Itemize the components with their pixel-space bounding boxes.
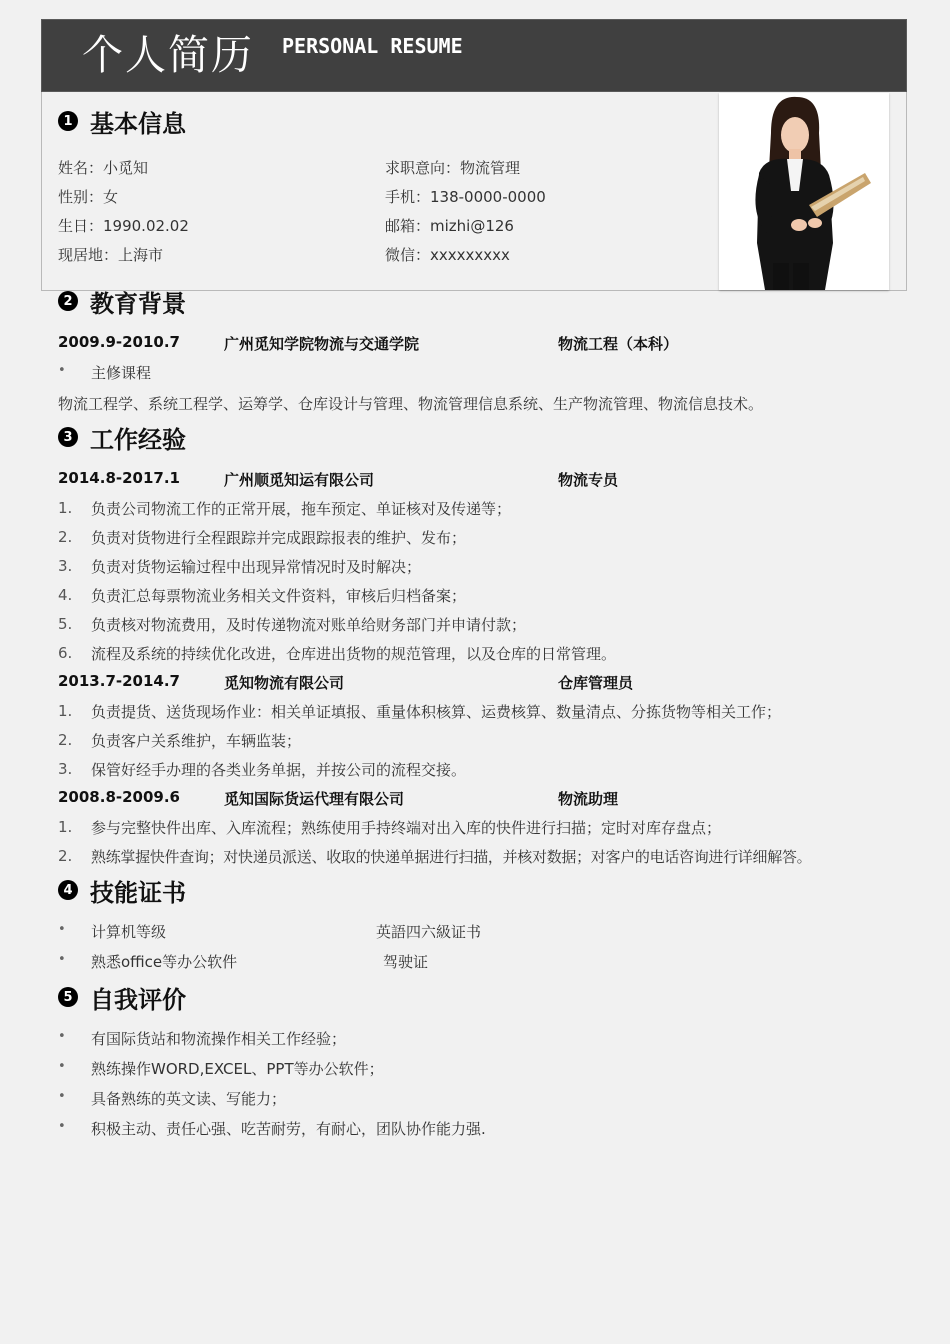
bullet-icon: • — [58, 363, 66, 378]
bullet-icon: • — [58, 1029, 66, 1044]
info-birthday: 生日：1990.02.02 — [58, 217, 189, 235]
job-role: 物流助理 — [558, 790, 619, 808]
self-item: 熟练操作WORD,EXCEL、PPT等办公软件； — [91, 1060, 384, 1078]
job-duty: 熟练掌握快件查询；对快递员派送、收取的快递单据进行扫描，并核对数据；对客户的电话咨询进行详细解答。 — [91, 848, 812, 866]
job-period: 2014.8-2017.1 — [58, 469, 180, 487]
section-self-title: 5 自我评价 — [58, 980, 186, 1014]
info-wechat: 微信：xxxxxxxxx — [385, 246, 510, 264]
list-number: 4. — [58, 586, 73, 604]
info-location: 现居地：上海市 — [58, 246, 164, 264]
self-item: 具备熟练的英文读、写能力； — [91, 1090, 287, 1108]
info-name: 姓名：小觅知 — [58, 159, 149, 177]
job-duty: 流程及系统的持续优化改进，仓库进出货物的规范管理，以及仓库的日常管理。 — [91, 645, 617, 663]
job-duty: 负责提货、送货现场作业：相关单证填报、重量体积核算、运费核算、数量清点、分拣货物等相关工作； — [91, 703, 782, 721]
job-duty: 负责核对物流费用，及时传递物流对账单给财务部门并申请付款； — [91, 616, 527, 634]
section-skills-title: 4 技能证书 — [58, 873, 186, 907]
list-number: 1. — [58, 702, 73, 720]
skill-item: 驾驶证 — [383, 953, 429, 971]
skill-item: 计算机等级 — [91, 923, 167, 941]
edu-course-label: 主修课程 — [91, 364, 152, 382]
job-duty: 负责对货物进行全程跟踪并完成跟踪报表的维护、发布； — [91, 529, 467, 547]
bullet-icon: • — [58, 1089, 66, 1104]
self-item: 有国际货站和物流操作相关工作经验； — [91, 1030, 347, 1048]
list-number: 3. — [58, 760, 73, 778]
job-duty: 负责公司物流工作的正常开展，拖车预定、单证核对及传递等； — [91, 500, 512, 518]
edu-major: 物流工程（本科） — [558, 335, 679, 353]
job-company: 觅知物流有限公司 — [224, 674, 345, 692]
info-email: 邮箱：mizhi@126 — [385, 217, 514, 235]
job-duty: 负责对货物运输过程中出现异常情况时及时解决； — [91, 558, 422, 576]
section-work-title: 3 工作经验 — [58, 420, 186, 454]
page-subtitle: PERSONAL RESUME — [282, 34, 463, 58]
page-title: 个人简历 — [82, 31, 254, 79]
job-role: 仓库管理员 — [558, 674, 634, 692]
section-number: 2 — [58, 291, 78, 311]
job-company: 广州顺觅知运有限公司 — [224, 471, 375, 489]
self-item: 积极主动、责任心强、吃苦耐劳，有耐心，团队协作能力强. — [91, 1120, 486, 1138]
info-gender: 性别：女 — [58, 188, 119, 206]
bullet-icon: • — [58, 952, 66, 967]
bullet-icon: • — [58, 922, 66, 937]
edu-courses: 物流工程学、系统工程学、运筹学、仓库设计与管理、物流管理信息系统、生产物流管理、物流信息技术。 — [58, 395, 764, 413]
section-number: 3 — [58, 427, 78, 447]
info-objective: 求职意向：物流管理 — [385, 159, 521, 177]
job-duty: 负责汇总每票物流业务相关文件资料，审核后归档备案； — [91, 587, 467, 605]
job-duty: 参与完整快件出库、入库流程；熟练使用手持终端对出入库的快件进行扫描；定时对库存盘点； — [91, 819, 722, 837]
job-duty: 保管好经手办理的各类业务单据，并按公司的流程交接。 — [91, 761, 467, 779]
skill-item: 英語四六級证书 — [376, 923, 482, 941]
section-number: 1 — [58, 111, 78, 131]
job-period: 2013.7-2014.7 — [58, 672, 180, 690]
edu-period: 2009.9-2010.7 — [58, 333, 180, 351]
list-number: 1. — [58, 499, 73, 517]
job-duty: 负责客户关系维护，车辆监装； — [91, 732, 302, 750]
list-number: 5. — [58, 615, 73, 633]
job-period: 2008.8-2009.6 — [58, 788, 180, 806]
list-number: 3. — [58, 557, 73, 575]
info-phone: 手机：138-0000-0000 — [385, 188, 546, 206]
job-role: 物流专员 — [558, 471, 619, 489]
bullet-icon: • — [58, 1059, 66, 1074]
skill-item: 熟悉office等办公软件 — [91, 953, 238, 971]
bullet-icon: • — [58, 1119, 66, 1134]
section-number: 4 — [58, 880, 78, 900]
edu-school: 广州觅知学院物流与交通学院 — [224, 335, 420, 353]
job-company: 觅知国际货运代理有限公司 — [224, 790, 405, 808]
list-number: 2. — [58, 847, 73, 865]
list-number: 1. — [58, 818, 73, 836]
list-number: 2. — [58, 528, 73, 546]
resume-header — [41, 19, 907, 92]
list-number: 2. — [58, 731, 73, 749]
profile-photo — [719, 93, 889, 290]
section-number: 5 — [58, 987, 78, 1007]
list-number: 6. — [58, 644, 73, 662]
section-basic-title: 1 基本信息 — [58, 104, 186, 138]
section-education-title: 2 教育背景 — [58, 284, 186, 318]
